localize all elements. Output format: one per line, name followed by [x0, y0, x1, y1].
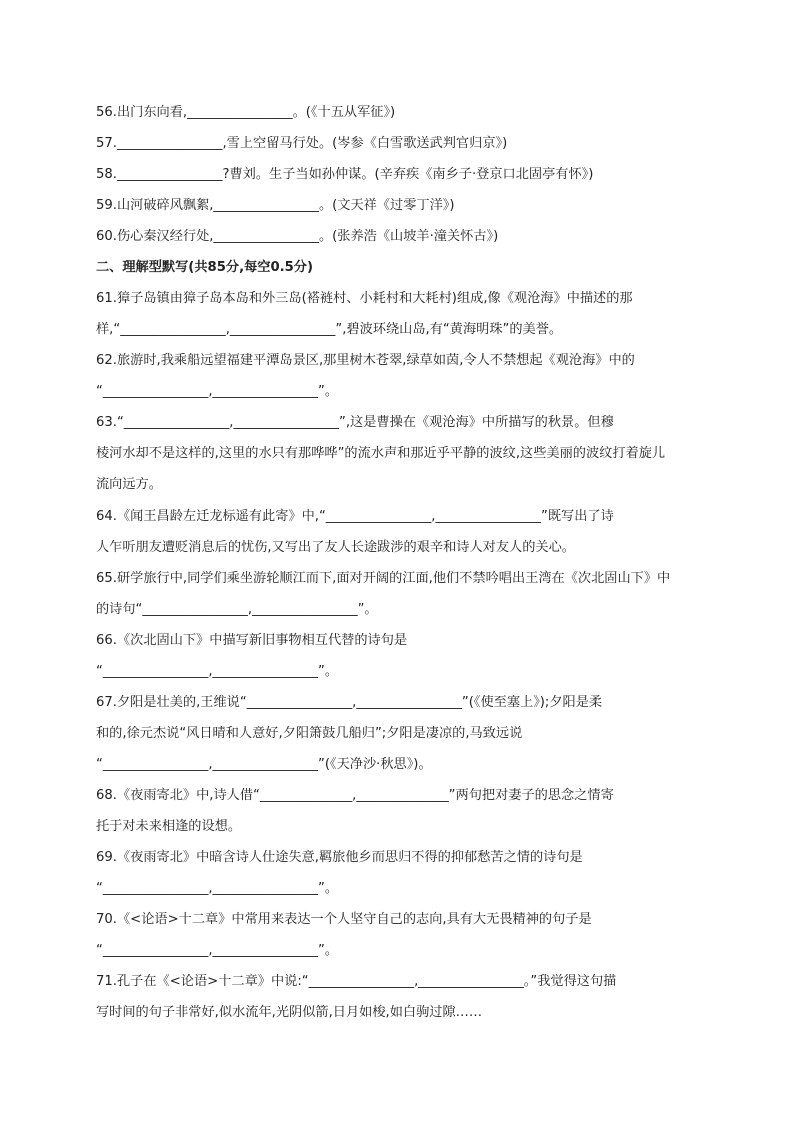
question-64-line-2: 人乍听朋友遭贬消息后的忧伤,又写出了友人长途跋涉的艰辛和诗人对友人的关心。	[96, 540, 575, 555]
question-63-line-3: 流向远方。	[96, 477, 162, 492]
question-66-line-1: 66.《次北固山下》中描写新旧事物相互代替的诗句是	[96, 633, 408, 648]
question-63-line-1: 63.“________________,________________”,这是曹操在《观沧海》中所描写的秋景。但穆	[96, 415, 614, 430]
question-65-line-2: 的诗句“________________,________________”。	[96, 602, 378, 617]
question-63-line-2: 棱河水却不是这样的,这里的水只有那哗哗”的流水声和那近乎平静的波纹,这些美丽的波纹打着旋儿	[96, 446, 666, 461]
question-70-line-2: “________________,________________”。	[96, 943, 339, 958]
question-70-line-1: 70.《<论语>十二章》中常用来表达一个人坚守自己的志向,具有大无畏精神的句子是	[96, 912, 592, 927]
question-69-line-1: 69.《夜雨寄北》中暗含诗人仕途失意,羁旅他乡而思归不得的抑郁愁苦之情的诗句是	[96, 850, 583, 865]
question-71-line-1: 71.孔子在《<论语>十二章》中说:“________________,________________。”我觉得这句描	[96, 974, 617, 989]
question-61-line-1: 61.獐子岛镇由獐子岛本岛和外三岛(褡裢村、小耗村和大耗村)组成,像《观沧海》中描述的那	[96, 291, 633, 306]
question-65-line-1: 65.研学旅行中,同学们乘坐游轮顺江而下,面对开阔的江面,他们不禁吟唱出王湾在《次北固山下》中	[96, 571, 671, 586]
question-67-line-2: 和的,徐元杰说“风日晴和人意好,夕阳箫鼓几船归”;夕阳是凄凉的,马致远说	[96, 726, 523, 741]
question-68-line-1: 68.《夜雨寄北》中,诗人借“______________,______________”两句把对妻子的思念之情寄	[96, 788, 614, 803]
question-56: 56.出门东向看,________________。(《十五从军征》)	[96, 105, 396, 120]
question-64-line-1: 64.《闻王昌龄左迁龙标遥有此寄》中,“________________,________________”既写出了诗	[96, 509, 614, 524]
question-61-line-2: 样,“________________,________________”,碧波环绕山岛,有“黄海明珠”的美誉。	[96, 322, 563, 337]
question-58: 58.________________?曹刘。生子当如孙仲谋。(辛弃疾《南乡子·登京口北固亭有怀》)	[96, 167, 594, 182]
question-66-line-2: “________________,________________”。	[96, 664, 339, 679]
question-69-line-2: “________________,________________”。	[96, 881, 339, 896]
question-59: 59.山河破碎风飘絮,________________。(文天祥《过零丁洋》)	[96, 198, 455, 213]
question-60: 60.伤心秦汉经行处,________________。(张养浩《山坡羊·潼关怀古》)	[96, 229, 499, 244]
question-68-line-2: 托于对未来相逢的设想。	[96, 819, 242, 834]
question-62-line-2: “________________,________________”。	[96, 384, 339, 399]
question-67-line-3: “________________,________________”(《天净沙·秋思》)。	[96, 757, 432, 772]
question-67-line-1: 67.夕阳是壮美的,王维说“________________,________________”(《使至塞上》);夕阳是柔	[96, 695, 603, 710]
question-71-line-2: 写时间的句子非常好,似水流年,光阴似箭,日月如梭,如白驹过隙……	[96, 1005, 483, 1020]
section-heading: 二、理解型默写(共85分,每空0.5分)	[96, 260, 314, 275]
question-57: 57.________________,雪上空留马行处。(岑参《白雪歌送武判官归京》)	[96, 136, 508, 151]
question-62-line-1: 62.旅游时,我乘船远望福建平潭岛景区,那里树木苍翠,绿草如茵,令人不禁想起《观沧海》中的	[96, 353, 635, 368]
